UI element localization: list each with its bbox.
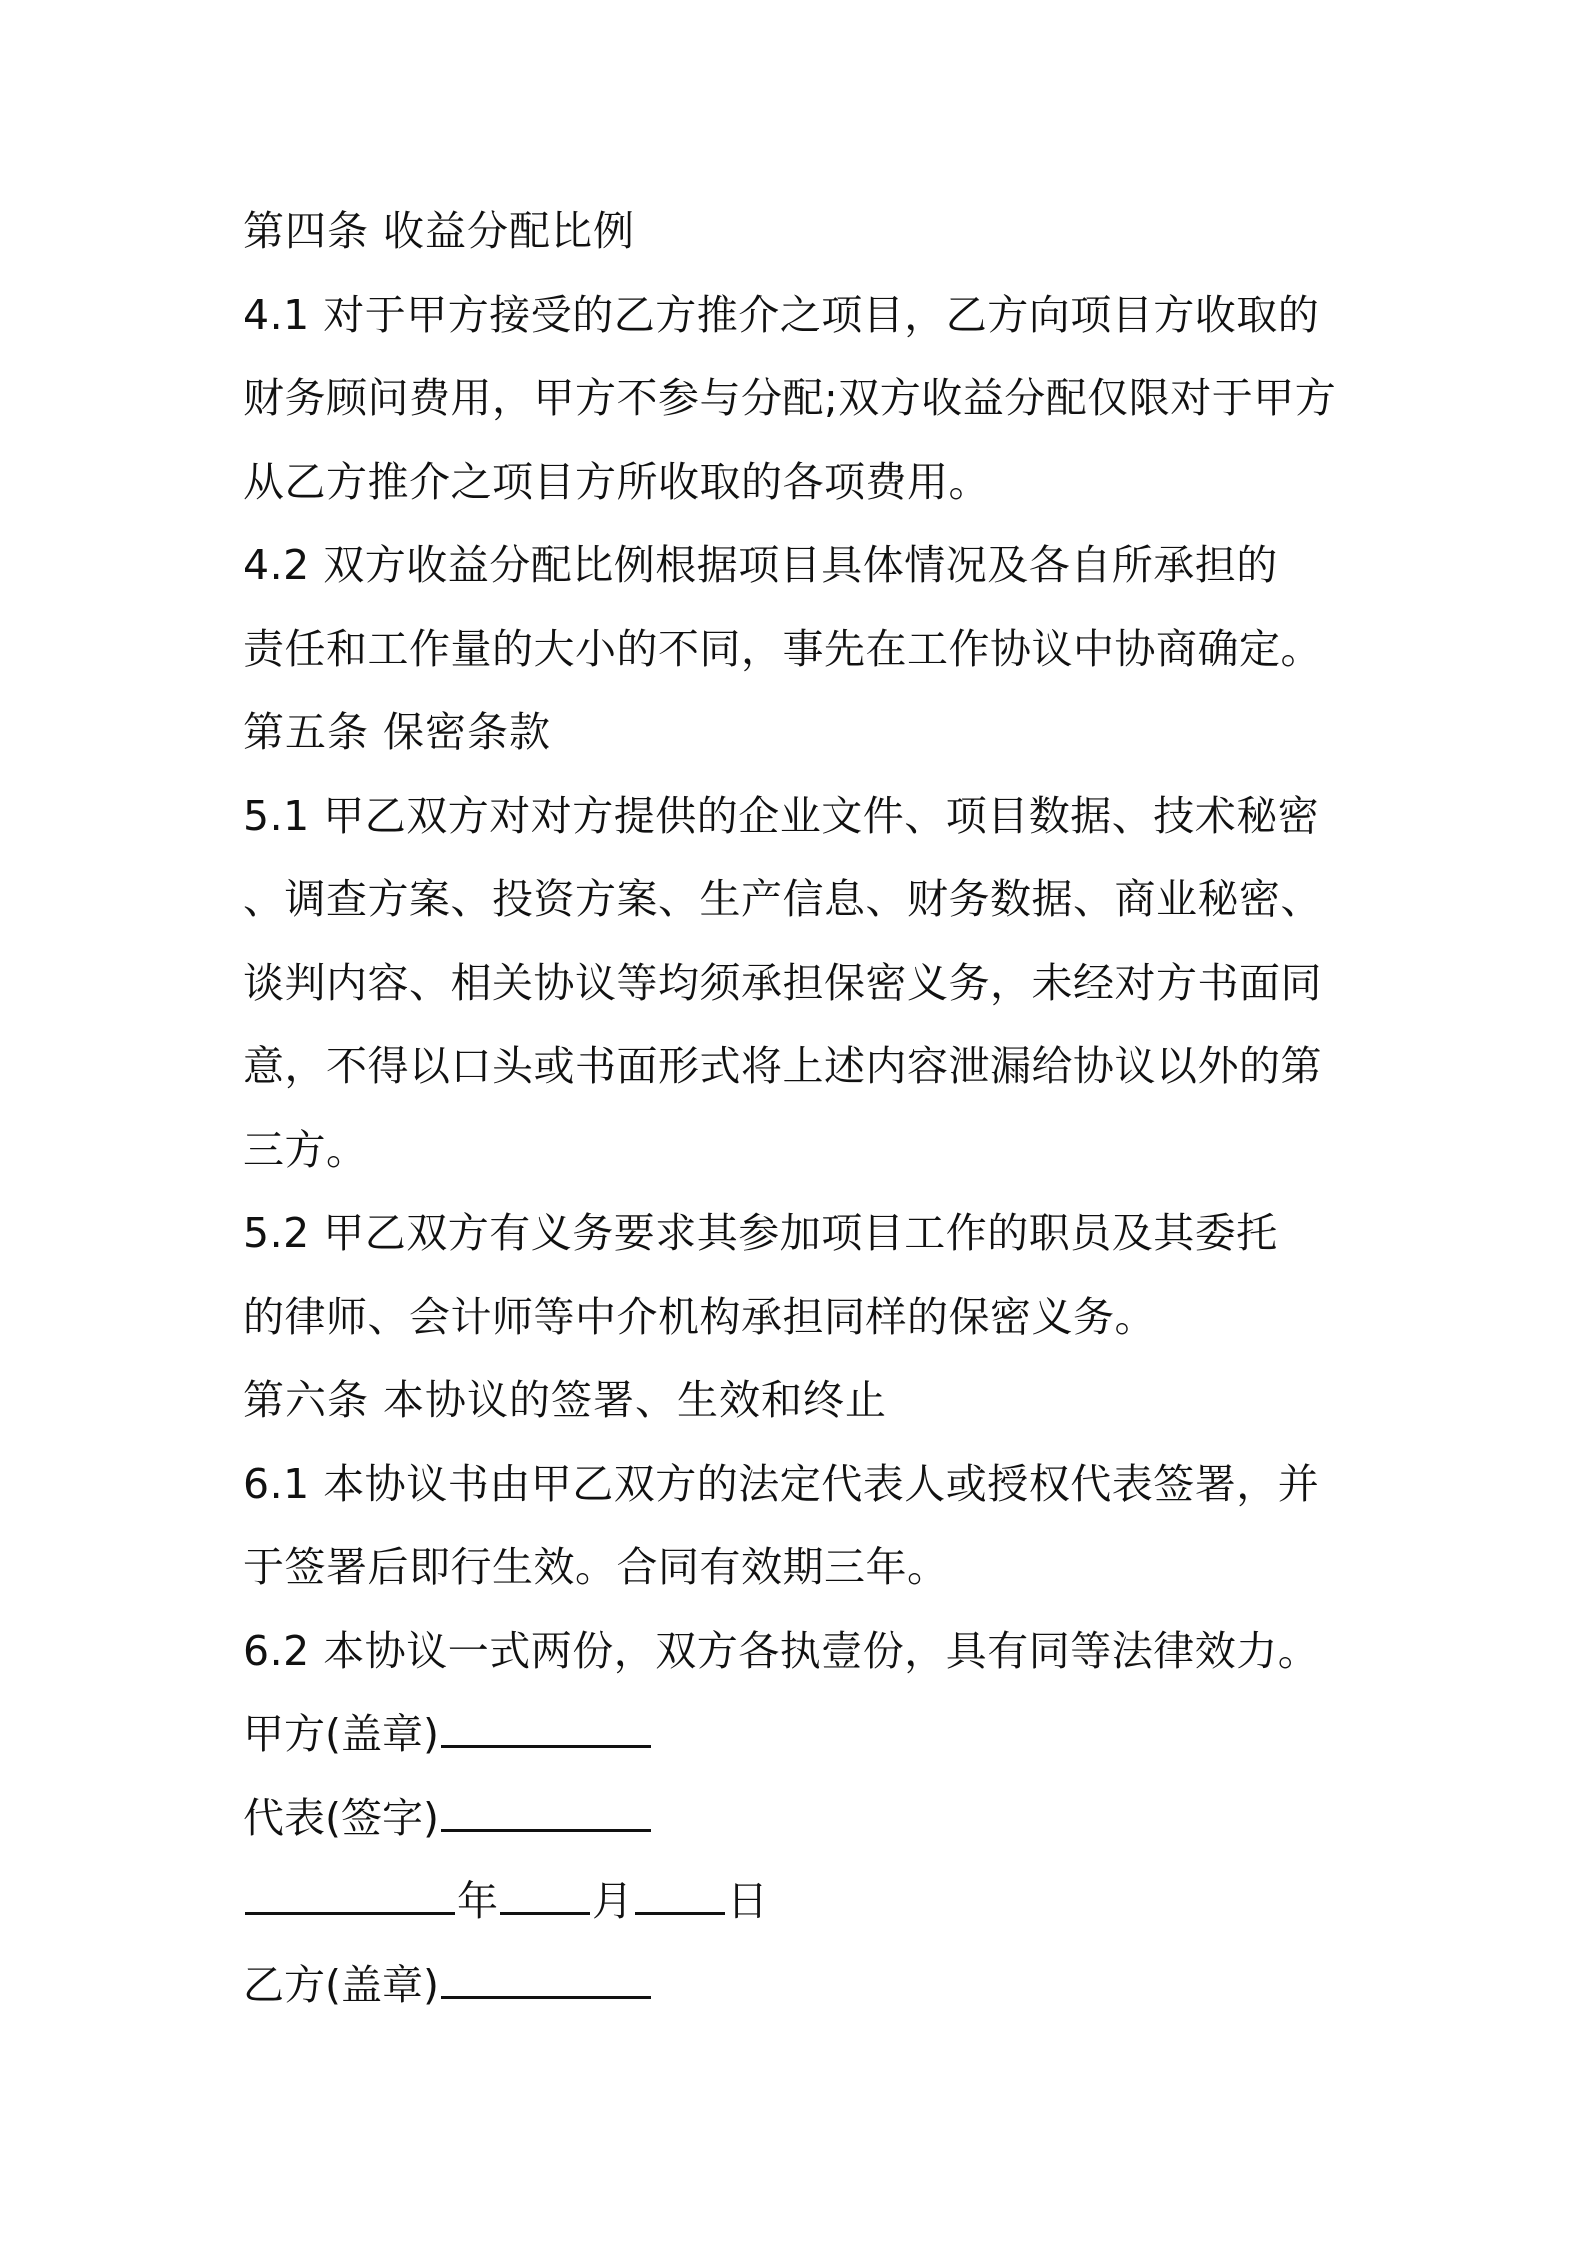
article-6-heading: 第六条 本协议的签署、生效和终止 bbox=[243, 1376, 888, 1424]
article-4-2-line-2: 责任和工作量的大小的不同，事先在工作协议中协商确定。 bbox=[243, 624, 1322, 673]
article-4-1-line-2: 财务顾问费用，甲方不参与分配;双方收益分配仅限对于甲方 bbox=[243, 374, 1337, 422]
party-b-seal-blank[interactable] bbox=[441, 1960, 651, 1999]
party-b-seal-label: 乙方(盖章) bbox=[243, 1960, 439, 2009]
article-5-1-line-4: 意，不得以口头或书面形式将上述内容泄漏给协议以外的第 bbox=[243, 1042, 1322, 1090]
month-label: 月 bbox=[592, 1877, 633, 1925]
month-blank[interactable] bbox=[500, 1876, 590, 1915]
article-6-1-line-1: 6.1 本协议书由甲乙双方的法定代表人或授权代表签署，并 bbox=[243, 1459, 1320, 1508]
article-5-2-line-1: 5.2 甲乙双方有义务要求其参加项目工作的职员及其委托 bbox=[243, 1209, 1278, 1257]
article-4-1-line-3: 从乙方推介之项目方所收取的各项费用。 bbox=[243, 457, 990, 506]
date-row bbox=[243, 1860, 1358, 1944]
article-4-1-line-1: 4.1 对于甲方接受的乙方推介之项目，乙方向项目方收取的 bbox=[243, 290, 1320, 339]
article-5-1-line-5: 三方。 bbox=[243, 1125, 368, 1174]
representative-sign-row bbox=[243, 1777, 1358, 1861]
article-5-2-line-2: 的律师、会计师等中介机构承担同样的保密义务。 bbox=[243, 1292, 1156, 1341]
article-5-1-line-3: 谈判内容、相关协议等均须承担保密义务，未经对方书面同 bbox=[243, 958, 1322, 1007]
representative-sign-label: 代表(签字) bbox=[243, 1793, 439, 1842]
article-4-2-line-1: 4.2 双方收益分配比例根据项目具体情况及各自所承担的 bbox=[243, 541, 1278, 589]
article-5-1-line-1: 5.1 甲乙双方对对方提供的企业文件、项目数据、技术秘密 bbox=[243, 791, 1320, 840]
article-5-heading: 第五条 保密条款 bbox=[243, 708, 552, 756]
article-6-1-line-2: 于签署后即行生效。合同有效期三年。 bbox=[243, 1543, 949, 1591]
party-a-seal-label: 甲方(盖章) bbox=[243, 1710, 439, 1758]
article-5-1-line-2: 、调查方案、投资方案、生产信息、财务数据、商业秘密、 bbox=[243, 875, 1322, 923]
representative-sign-blank[interactable] bbox=[441, 1793, 651, 1832]
year-label: 年 bbox=[457, 1877, 498, 1925]
year-blank[interactable] bbox=[245, 1876, 455, 1915]
party-b-seal-row bbox=[243, 1944, 1358, 2028]
document-page bbox=[243, 190, 1358, 2027]
day-label: 日 bbox=[727, 1877, 768, 1925]
party-a-seal-row bbox=[243, 1693, 1358, 1777]
day-blank[interactable] bbox=[635, 1876, 725, 1915]
party-a-seal-blank[interactable] bbox=[441, 1709, 651, 1748]
article-4-heading: 第四条 收益分配比例 bbox=[243, 207, 636, 255]
article-6-2-line-1: 6.2 本协议一式两份，双方各执壹份，具有同等法律效力。 bbox=[243, 1626, 1320, 1675]
